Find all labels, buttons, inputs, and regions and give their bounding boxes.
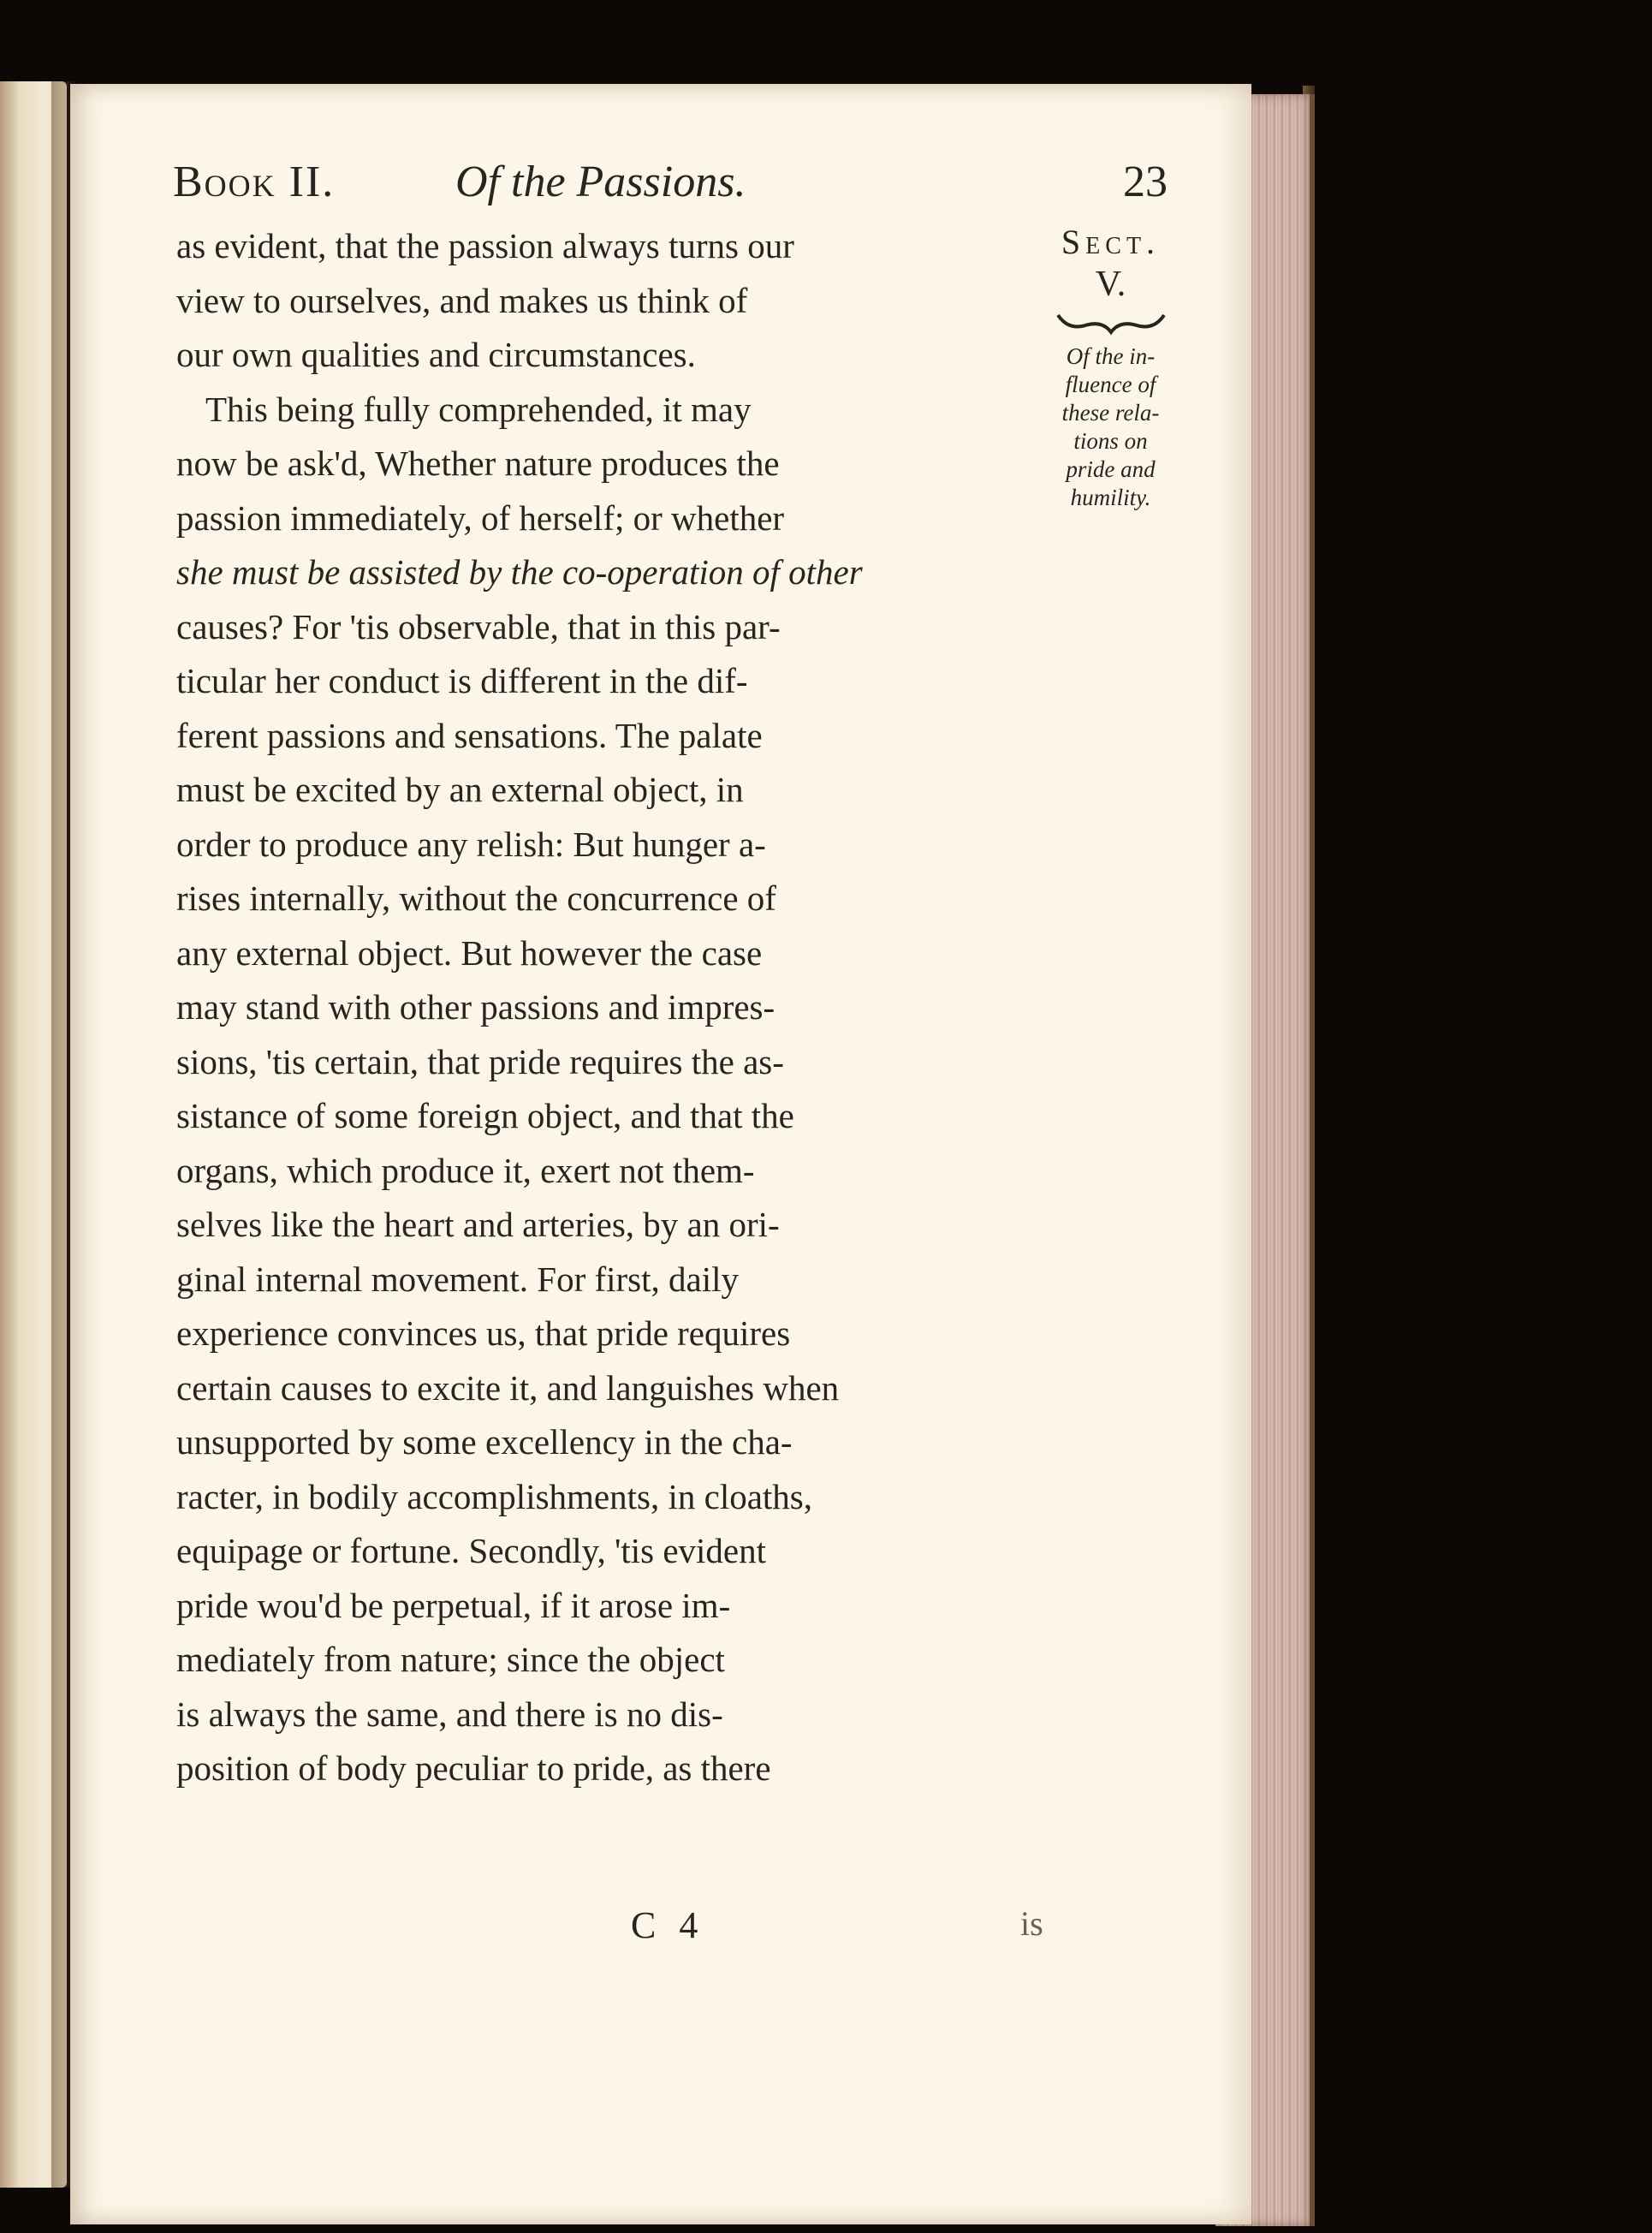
- printer-signature: C 4: [631, 1904, 705, 1946]
- text-line: organs, which produce it, exert not them-: [176, 1150, 755, 1190]
- text-line: sions, 'tis certain, that pride requires the as-: [176, 1041, 784, 1081]
- text-line: as evident, that the passion always turns our: [176, 226, 794, 265]
- running-head-title: Of the Passions.: [455, 158, 746, 206]
- text-line: selves like the heart and arteries, by an ori-: [176, 1205, 780, 1244]
- marginal-note: [1019, 221, 1203, 512]
- text-line: is always the same, and there is no dis-: [176, 1694, 723, 1734]
- text-line: our own qualities and circumstances.: [176, 335, 696, 374]
- text-line: position of body peculiar to pride, as there: [176, 1748, 771, 1788]
- gloss-line: Of the in-: [1066, 343, 1156, 369]
- gloss-line: these rela-: [1061, 400, 1160, 426]
- section-number: V.: [1095, 265, 1126, 304]
- text-line: now be ask'd, Whether nature produces the: [176, 444, 780, 483]
- text-line: sistance of some foreign object, and that the: [176, 1096, 794, 1135]
- gloss-line: fluence of: [1065, 372, 1156, 397]
- text-line: mediately from nature; since the object: [176, 1640, 725, 1679]
- section-label: Sect.: [1061, 223, 1161, 261]
- text-line: experience convinces us, that pride requires: [176, 1313, 791, 1353]
- text-line: may stand with other passions and impres-: [176, 987, 775, 1027]
- book-page: [70, 84, 1251, 2224]
- text-line: passion immediately, of herself; or whether: [176, 497, 785, 538]
- text-line: rises internally, without the concurrence of: [176, 878, 776, 918]
- body-text: [176, 219, 863, 1796]
- running-head: [173, 157, 1200, 225]
- running-head-book: Book II.: [173, 158, 336, 206]
- text-line: equipage or fortune. Secondly, 'tis evident: [176, 1531, 767, 1570]
- text-line: unsupported by some excellency in the cha-: [176, 1422, 793, 1462]
- marginal-gloss: [1019, 342, 1203, 512]
- catchword: is: [1020, 1904, 1043, 1943]
- text-line: ginal internal movement. For first, daily: [176, 1259, 740, 1299]
- gloss-line: humility.: [1070, 485, 1151, 510]
- text-line: pride wou'd be perpetual, if it arose im-: [176, 1585, 731, 1625]
- text-line: order to produce any relish: But hunger a-: [176, 824, 766, 864]
- text-line: must be excited by an external object, in: [176, 770, 744, 809]
- brace-ornament: [1051, 305, 1171, 339]
- text-line: view to ourselves, and makes us think of: [176, 280, 748, 320]
- gloss-line: tions on: [1073, 428, 1148, 454]
- text-line: ticular her conduct is different in the dif-: [176, 661, 748, 700]
- page-number: 23: [1123, 158, 1168, 206]
- text-line: This being fully comprehended, it may: [205, 389, 752, 429]
- gloss-line: pride and: [1066, 456, 1156, 482]
- text-line: she must be assisted by the co-operation of other: [176, 552, 863, 592]
- text-line: causes? For 'tis observable, that in this par-: [176, 606, 781, 646]
- text-line: certain causes to excite it, and languishes when: [176, 1367, 840, 1408]
- text-line: any external object. But however the case: [176, 932, 763, 973]
- text-line: ferent passions and sensations. The palate: [176, 715, 763, 755]
- text-line: racter, in bodily accomplishments, in cloaths,: [176, 1476, 813, 1516]
